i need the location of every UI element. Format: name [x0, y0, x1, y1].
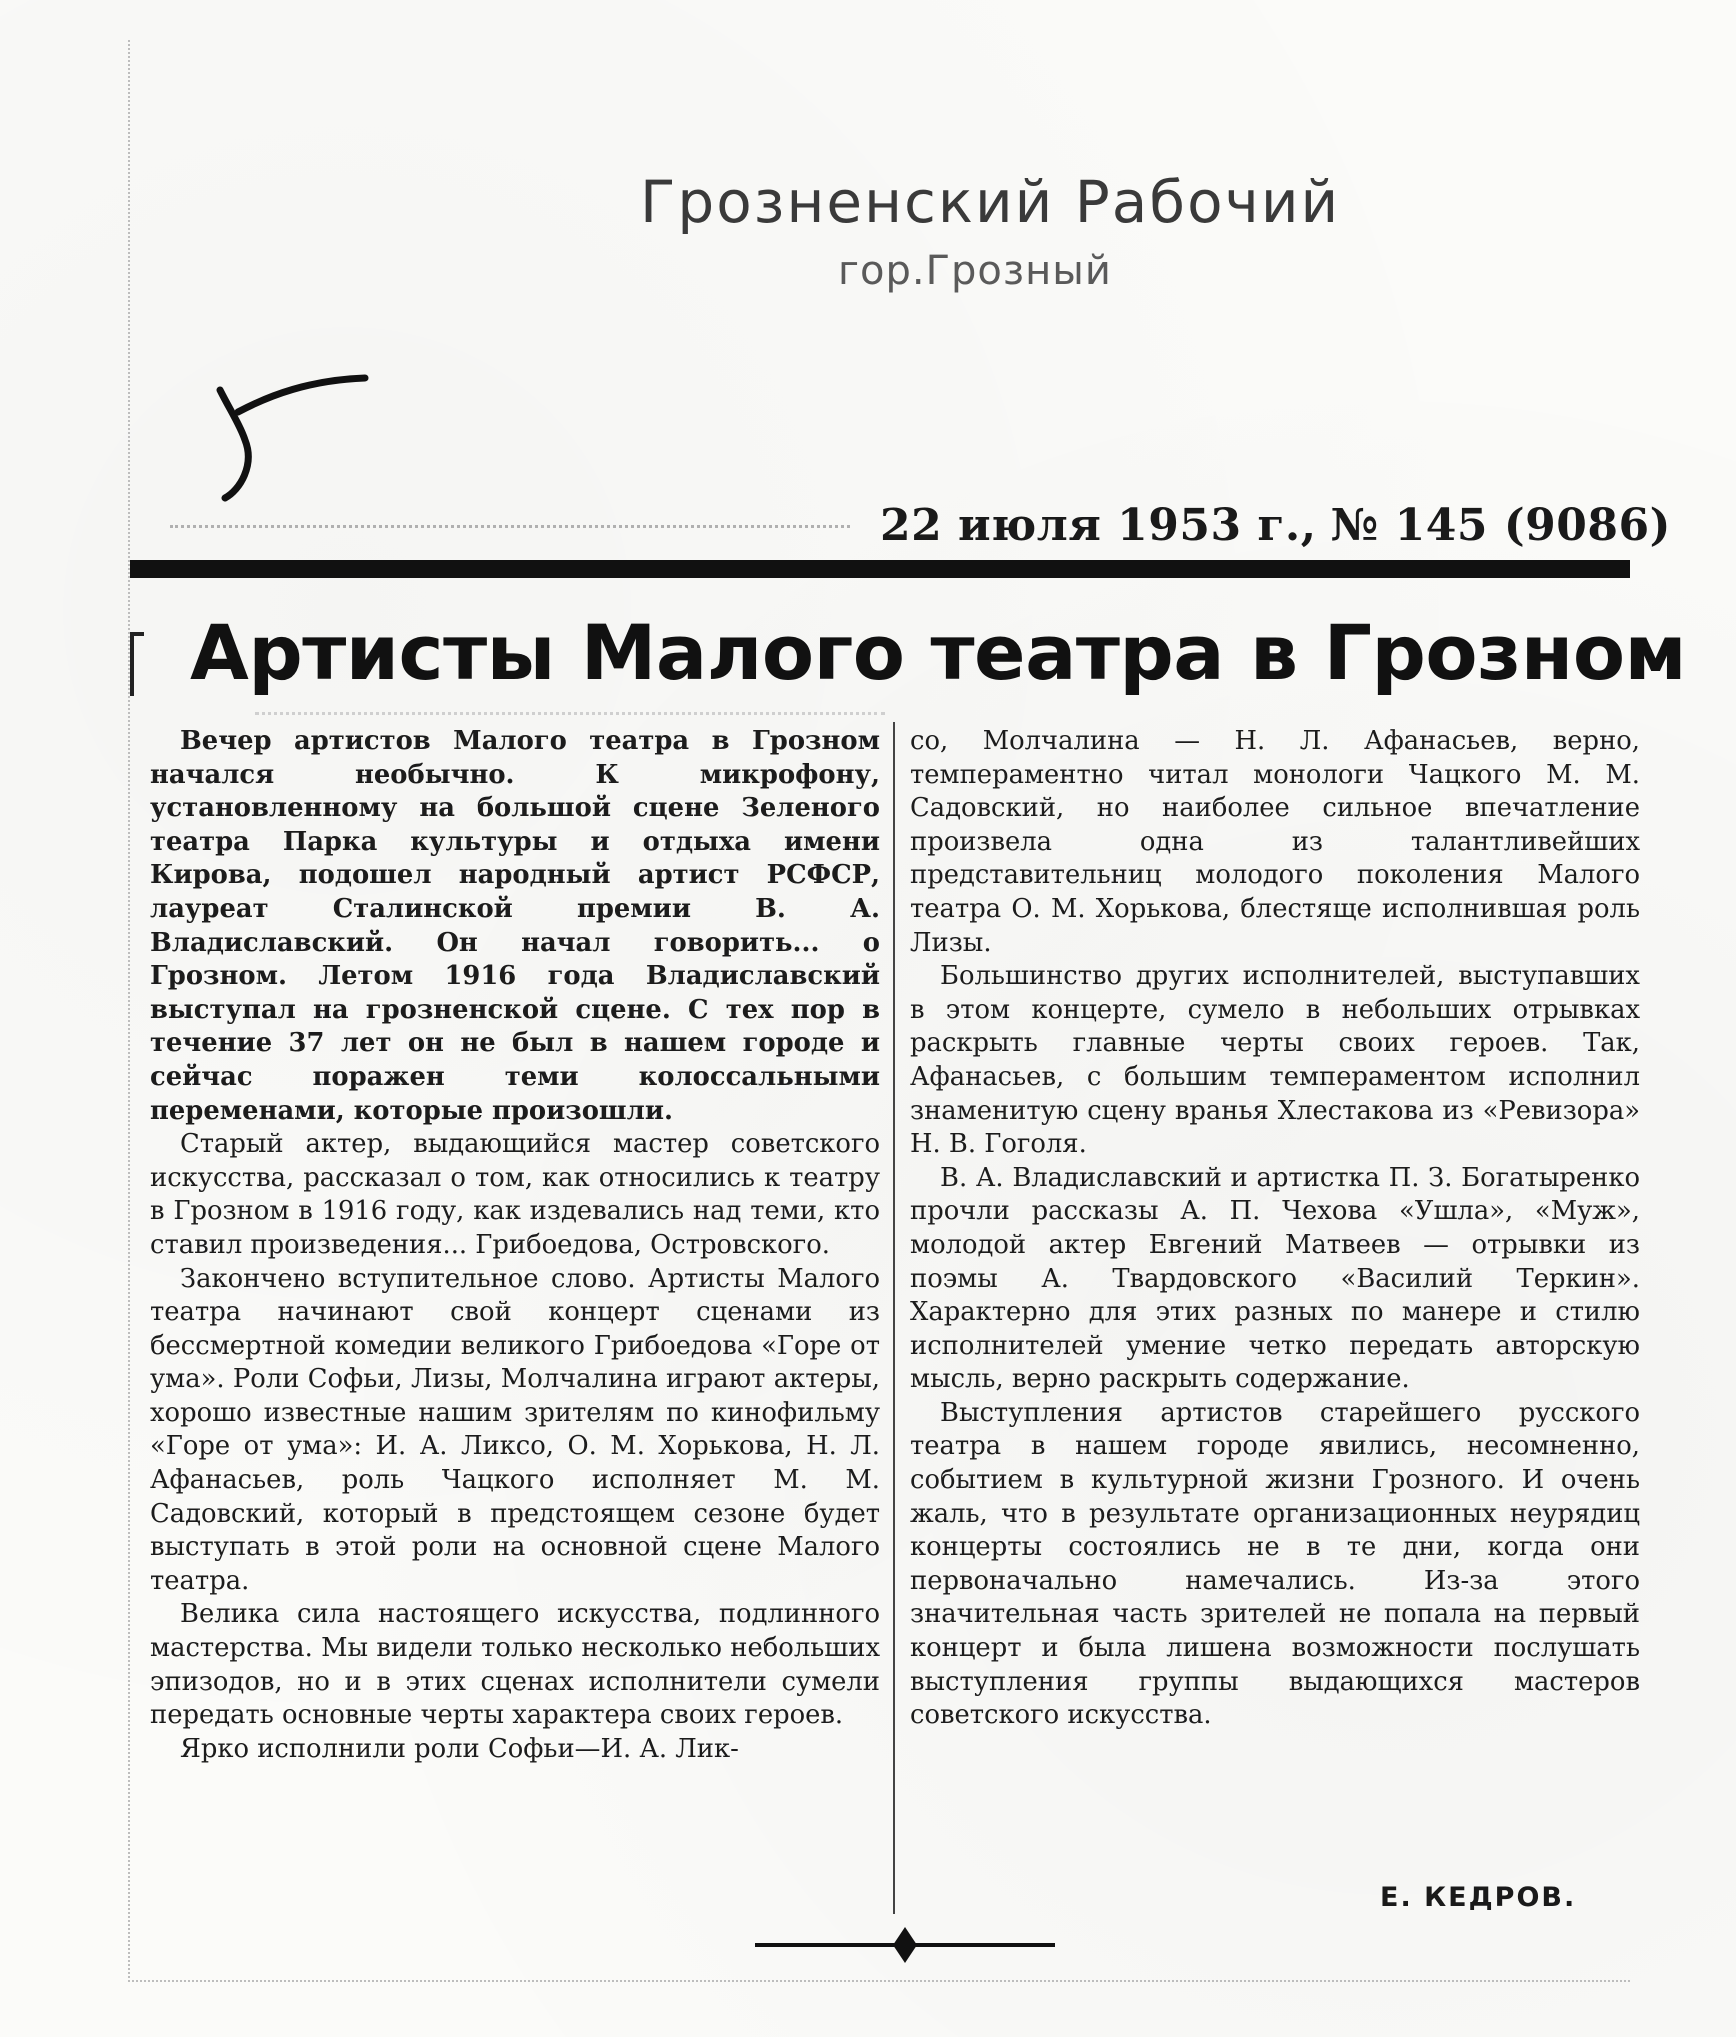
paragraph: Закончено вступительное слово. Артисты Малого театра начинают свой концерт сценами из бессмертной комедии великого Грибоедова «Горе от ума». Роли Софьи, Лизы, Молчалина играют актеры, хорошо известные нашим зрителям по кинофильму «Горе от ума»: И. А. Ликсо, О. М. Хорькова, Н. Л. Афанасьев, роль Чацкого исполняет М. М. Садовский, который в предстоящем сезоне будет выступать в этой роли на основной сцене Малого театра. — [150, 1263, 880, 1596]
article-column-1 — [150, 725, 880, 1766]
paragraph: Большинство других исполнителей, выступавших в этом концерте, сумело в небольших отрывках раскрыть главные черты своих героев. Так, Афанасьев, с большим темпераментом исполнил знаменитую сцену вранья Хлестакова из «Ревизора» Н. В. Гоголя. — [910, 961, 1640, 1160]
handwritten-number-mark — [200, 370, 380, 510]
publication-city: гор.Грозный — [838, 248, 1112, 294]
issue-date: 22 июля 1953 г., — [880, 500, 1317, 551]
clipping-corner-mark — [130, 632, 144, 696]
dotted-rule — [170, 525, 850, 534]
article-column-2 — [910, 725, 1640, 1733]
paragraph: Вечер артистов Малого театра в Грозном начался необычно. К микрофону, установленному на большой сцене Зеленого театра Парка культуры и отдыха имени Кирова, подошел народный артист РСФСР, лауреат Сталинской премии В. А. Владиславский. Он начал говорить... о Грозном. Летом 1916 года Владиславский выступал на грозненской сцене. С тех пор в течение 37 лет он не был в нашем городе и сейчас поражен теми колоссальными переменами, которые произошли. — [150, 726, 880, 1126]
column-divider — [893, 722, 895, 1914]
article-headline: Артисты Малого театра в Грозном — [190, 608, 1687, 697]
header-rule — [130, 560, 1630, 578]
paragraph: Ярко исполнили роли Софьи—И. А. Лик- — [180, 1733, 739, 1764]
paragraph: Старый актер, выдающийся мастер советского искусства, рассказал о том, как относились к театру в Грозном в 1916 году, как издевались над теми, кто ставил произведения... Грибоедова, Островского. — [150, 1129, 880, 1260]
article-author: Е. КЕДРОВ. — [1380, 1882, 1577, 1913]
publication-name: Грозненский Рабочий — [640, 168, 1341, 236]
issue-number: № 145 (9086) — [1330, 500, 1671, 551]
end-ornament — [755, 1925, 1055, 1965]
paragraph: Велика сила настоящего искусства, подлинного мастерства. Мы видели только несколько небольших эпизодов, но и в этих сценах исполнители сумели передать основные черты характера своих героев. — [150, 1599, 880, 1731]
paragraph: Выступления артистов старейшего русского театра в нашем городе явились, несомненно, событием в культурной жизни Грозного. И очень жаль, что в результате организационных неурядиц концерты состоялись не в те дни, когда они первоначально намечались. Из-за этого значительная часть зрителей не попала на первый концерт и была лишена возможности послушать выступления группы выдающихся мастеров советского искусства. — [910, 1397, 1640, 1731]
issue-dateline — [880, 500, 1671, 551]
paragraph: В. А. Владиславский и артистка П. З. Богатыренко прочли рассказы А. П. Чехова «Ушла», «Муж», молодой актер Евгений Матвеев — отрывки из поэмы А. Твардовского «Василий Теркин». Характерно для этих разных по манере и стилю исполнителей умение четко передать авторскую мысль, верно раскрыть содержание. — [910, 1162, 1640, 1395]
paragraph: со, Молчалина — Н. Л. Афанасьев, верно, темпераментно читал монологи Чацкого М. М. Садовский, но наиболее сильное впечатление произвела одна из талантливейших представительниц молодого поколения Малого театра О. М. Хорькова, блестяще исполнившая роль Лизы. — [910, 726, 1640, 958]
